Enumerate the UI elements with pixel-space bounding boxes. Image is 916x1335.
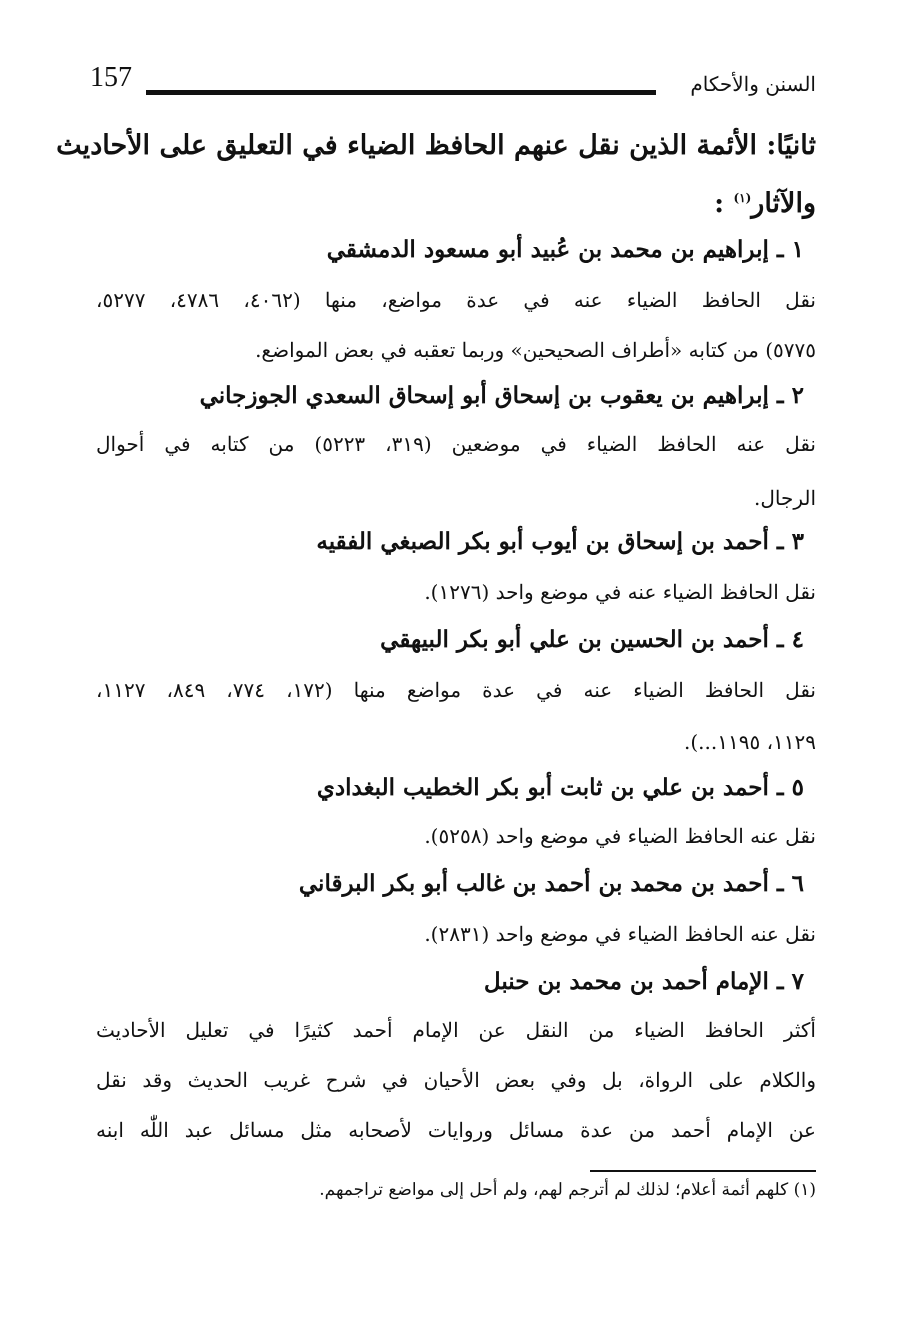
entry-heading-2: ٢ ـ إبراهيم بن يعقوب بن إسحاق أبو إسحاق السعدي الجوزجاني bbox=[199, 382, 804, 409]
section-title-line-1: ثانيًا: الأئمة الذين نقل عنهم الحافظ الضياء في التعليق على الأحاديث bbox=[56, 130, 816, 161]
entry-text-7-line-3: عن الإمام أحمد من عدة مسائل وروايات لأصحابه مثل مسائل عبد اللّٰه ابنه bbox=[96, 1118, 816, 1142]
entry-heading-5: ٥ ـ أحمد بن علي بن ثابت أبو بكر الخطيب البغدادي bbox=[316, 774, 804, 801]
entry-heading-1: ١ ـ إبراهيم بن محمد بن عُبيد أبو مسعود الدمشقي bbox=[326, 236, 804, 263]
entry-text-2-line-1: نقل عنه الحافظ الضياء في موضعين (٣١٩، ٥٢٢٣) من كتابه في أحوال bbox=[96, 432, 816, 456]
page-header bbox=[90, 60, 816, 110]
entry-text-5-line-1: نقل عنه الحافظ الضياء في موضع واحد (٥٢٥٨). bbox=[424, 824, 816, 848]
running-title: السنن والأحكام bbox=[690, 72, 816, 96]
footnote-marker: (١) bbox=[733, 191, 752, 205]
section-title-line-2 bbox=[714, 188, 816, 219]
entry-heading-7: ٧ ـ الإمام أحمد بن محمد بن حنبل bbox=[483, 968, 804, 995]
entry-text-2-line-2: الرجال. bbox=[753, 486, 816, 510]
entry-text-4-line-2: ١١٢٩، ١١٩٥...). bbox=[684, 730, 816, 754]
footnote-text: (١) كلهم أئمة أعلام؛ لذلك لم أترجم لهم، ولم أحل إلى مواضع تراجمهم. bbox=[319, 1180, 816, 1200]
entry-text-7-line-2: والكلام على الرواة، بل وفي بعض الأحيان في شرح غريب الحديث وقد نقل bbox=[96, 1068, 816, 1092]
section-title-colon: : bbox=[714, 188, 734, 219]
section-title-word: والآثار bbox=[751, 188, 816, 219]
entry-text-1-line-2: ٥٧٧٥) من كتابه «أطراف الصحيحين» وربما تعقبه في بعض المواضع. bbox=[255, 338, 816, 362]
entry-text-7-line-1: أكثر الحافظ الضياء من النقل عن الإمام أحمد كثيرًا في تعليل الأحاديث bbox=[96, 1018, 816, 1042]
entry-text-1-line-1: نقل الحافظ الضياء عنه في عدة مواضع، منها (٤٠٦٢، ٤٧٨٦، ٥٢٧٧، bbox=[96, 288, 817, 312]
page-number: 157 bbox=[90, 62, 132, 93]
entry-text-6-line-1: نقل عنه الحافظ الضياء في موضع واحد (٢٨٣١). bbox=[424, 922, 816, 946]
footnote-rule bbox=[590, 1170, 816, 1172]
entry-heading-3: ٣ ـ أحمد بن إسحاق بن أيوب أبو بكر الصبغي الفقيه bbox=[316, 528, 804, 555]
entry-heading-4: ٤ ـ أحمد بن الحسين بن علي أبو بكر البيهقي bbox=[380, 626, 804, 653]
header-rule bbox=[146, 90, 656, 95]
entry-text-4-line-1: نقل الحافظ الضياء عنه في عدة مواضع منها (١٧٢، ٧٧٤، ٨٤٩، ١١٢٧، bbox=[96, 678, 816, 702]
entry-text-3-line-1: نقل الحافظ الضياء عنه في موضع واحد (١٢٧٦). bbox=[424, 580, 816, 604]
entry-heading-6: ٦ ـ أحمد بن محمد بن أحمد بن غالب أبو بكر البرقاني bbox=[298, 870, 804, 897]
